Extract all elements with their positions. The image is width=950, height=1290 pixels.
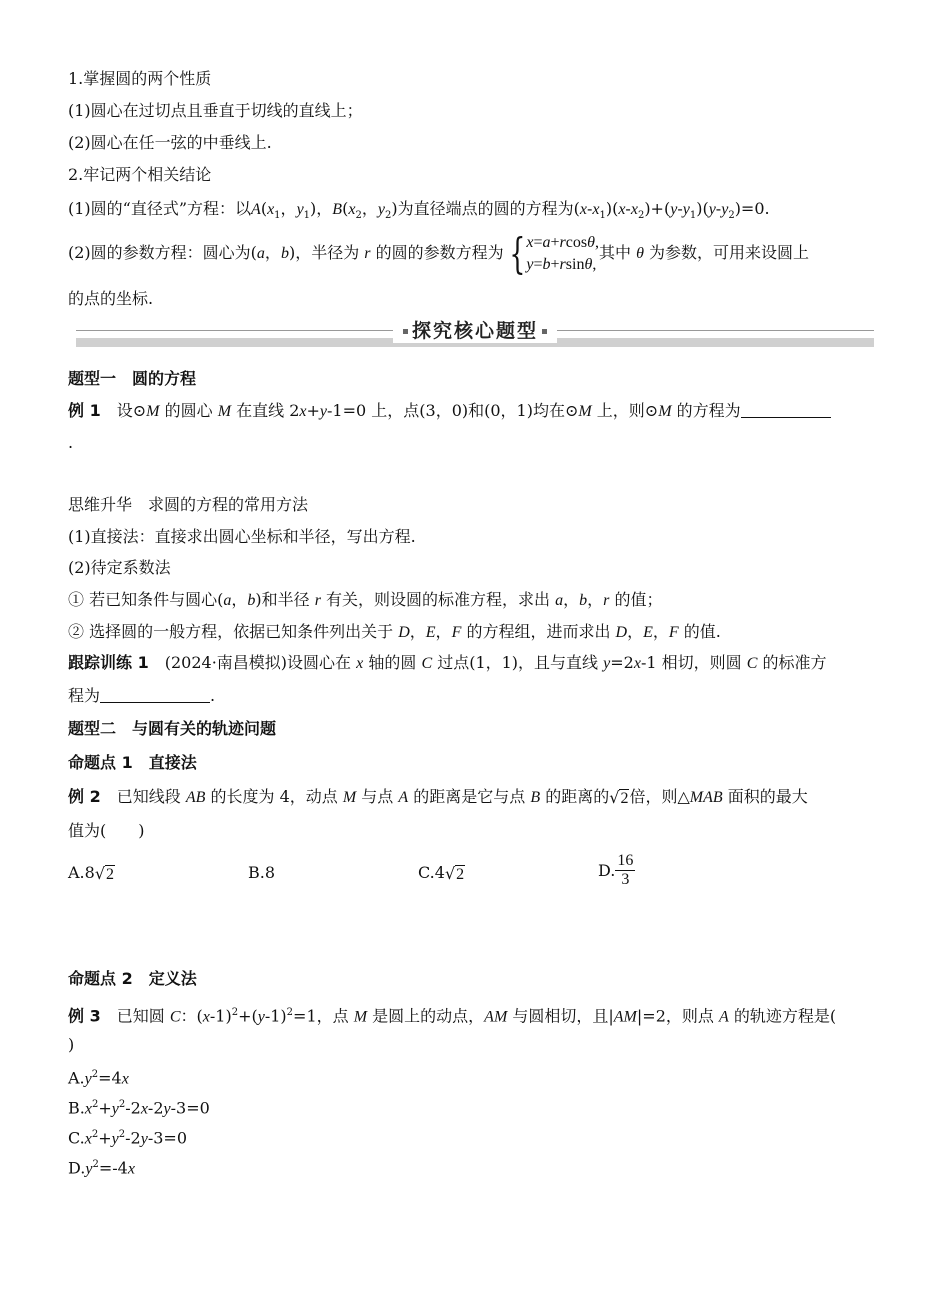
text: C.4 xyxy=(418,863,445,882)
text: B. xyxy=(68,1098,85,1118)
think-item-2: (2)待定系数法 xyxy=(68,558,171,577)
text: 是圆上的动点， xyxy=(372,1006,485,1026)
text: 的标准方 xyxy=(762,653,827,672)
example-label: 例 2 xyxy=(68,787,101,806)
think-item-3: ① 若已知条件与圆心(a，b)和半径 r 有关，则设圆的标准方程，求出 a，b，r 的值； xyxy=(68,590,663,609)
text: 面积的最大 xyxy=(727,787,808,806)
text: 为直径端点的圆的方程为 xyxy=(397,199,574,218)
example-3: 例 3 已知圆 C：$(x-1)^2+(y-1)^2=1$，点 M 是圆上的动点，AM 与圆相切，且|AM|=2，则点 A 的轨迹方程是( xyxy=(68,1006,837,1026)
text: 有关，则设圆的标准方程，求出 xyxy=(326,590,551,609)
type1-heading: 题型一 圆的方程 xyxy=(68,369,197,388)
summary-item-2: (2)圆心在任一弦的中垂线上. xyxy=(68,133,272,152)
text: 的方程为 xyxy=(676,401,741,420)
text: 已知线段 xyxy=(116,787,181,806)
text: 设⊙ xyxy=(116,401,147,420)
think-title: 思维升华 求圆的方程的常用方法 xyxy=(68,495,309,514)
sqrt: √2 xyxy=(94,864,115,883)
text: A.8 xyxy=(68,863,95,882)
text: D. xyxy=(598,860,616,880)
text: 的距离是它与点 xyxy=(413,787,526,806)
option-d3[interactable]: $D.y^2=-4x$ xyxy=(68,1158,135,1178)
example-1: 例 1 设⊙M 的圆心 M 在直线 2x+y-1=0 上，点(3，0)和(0，1)均在⊙M 上，则⊙M 的方程为 xyxy=(68,400,831,423)
summary-item-3: (1)圆的“直径式”方程：以$A(x_1$，$y_1$)，$B(x_2$，$y_2$)为直径端点的圆的方程为$(x-x_1)(x-x_2)+(y-y_1)(y-y_2)=0$. xyxy=(68,199,770,222)
example-label: 例 3 xyxy=(68,1006,101,1026)
text: 与圆相切，且| xyxy=(512,1006,614,1026)
summary-item-1: (1)圆心在过切点且垂直于切线的直线上； xyxy=(68,101,363,120)
text: 过点(1，1)，且与直线 xyxy=(437,653,599,672)
think-item-4: ② 选择圆的一般方程，依据已知条件列出关于 D，E，F 的方程组，进而求出 D，E，F 的值. xyxy=(68,622,721,641)
text: ① 若已知条件与圆心( xyxy=(68,590,224,609)
text: 的值. xyxy=(683,622,721,641)
text: 的距离的 xyxy=(545,787,610,806)
banner-title-text: 探究核心题型 xyxy=(411,320,539,342)
tracking-exercise-1-cont xyxy=(68,685,215,707)
text: |=2，则点 xyxy=(636,1006,714,1026)
text: 的值； xyxy=(614,590,663,609)
parametric-equation: { x=a+rcosθ, y=b+rsinθ, xyxy=(508,228,599,278)
sqrt: √2 xyxy=(444,864,465,883)
text: -1 相切，则圆 xyxy=(640,653,742,672)
text: ：( xyxy=(180,1006,203,1026)
text: 的圆心 xyxy=(164,401,213,420)
text: 已知圆 xyxy=(116,1006,165,1026)
summary-heading-1: 1.掌握圆的两个性质 xyxy=(68,69,212,88)
sqrt: √2 xyxy=(609,788,629,807)
text: 轴的圆 xyxy=(368,653,417,672)
option-b3[interactable]: $B.x^2+y^2-2x-2y-3=0$ xyxy=(68,1098,210,1118)
subpoint-1: 命题点 1 直接法 xyxy=(68,753,197,772)
text: 的轨迹方程是( xyxy=(733,1006,837,1026)
denominator: 3 xyxy=(621,871,630,888)
text: 其中 xyxy=(598,243,631,262)
example-label: 例 1 xyxy=(68,401,101,420)
banner-title xyxy=(393,316,557,343)
section-banner xyxy=(76,314,874,348)
option-b[interactable]: B.8 xyxy=(248,863,276,882)
text: =1，点 xyxy=(293,1006,349,1026)
text: 的圆的参数方程为 xyxy=(375,243,504,262)
option-d[interactable] xyxy=(598,852,635,889)
option-c3[interactable]: $C.x^2+y^2-2y-3=0$ xyxy=(68,1128,188,1148)
think-item-1: (1)直接法：直接求出圆心坐标和半径，写出方程. xyxy=(68,527,416,546)
text: 程为 xyxy=(68,686,101,705)
text: ，半径为 xyxy=(295,243,360,262)
answer-blank[interactable] xyxy=(741,401,831,418)
summary-heading-2: 2.牢记两个相关结论 xyxy=(68,165,212,184)
fraction xyxy=(615,852,635,889)
option-c[interactable] xyxy=(418,862,465,886)
text: 在直线 2 xyxy=(236,401,300,420)
type2-heading: 题型二 与圆有关的轨迹问题 xyxy=(68,719,277,738)
text: A. xyxy=(68,1068,85,1088)
summary-item-5: 的点的坐标. xyxy=(68,289,154,308)
banner-dot-icon xyxy=(542,329,547,334)
example-2-cont: 值为( ) xyxy=(68,821,145,840)
text: (1)圆的“直径式”方程：以 xyxy=(68,199,252,218)
text: 的长度为 4，动点 xyxy=(210,787,338,806)
example-2: 例 2 已知线段 AB 的长度为 4，动点 M 与点 A 的距离是它与点 B 的距离的√2倍，则△MAB 面积的最大 xyxy=(68,786,808,810)
banner-dot-icon xyxy=(403,329,408,334)
text: 为参数，可用来设圆上 xyxy=(649,243,810,262)
text: D. xyxy=(68,1158,86,1178)
summary-item-4: (2)圆的参数方程：圆心为(a，b)，半径为 r 的圆的参数方程为 { x=a+rcosθ, y=b+rsinθ, 其中 θ 为参数，可用来设圆上 xyxy=(68,228,810,278)
subpoint-2: 命题点 2 定义法 xyxy=(68,969,197,988)
example-1-end: . xyxy=(68,433,74,452)
answer-blank[interactable] xyxy=(100,686,210,703)
option-a3[interactable]: $A.y^2=4x$ xyxy=(68,1068,129,1088)
text: )和半径 xyxy=(255,590,310,609)
text: . xyxy=(210,686,216,705)
text: 的方程组，进而求出 xyxy=(466,622,611,641)
text: (2024·南昌模拟)设圆心在 xyxy=(164,653,352,672)
text: ② 选择圆的一般方程，依据已知条件列出关于 xyxy=(68,622,394,641)
text: -1=0 上，点(3，0)和(0，1)均在⊙ xyxy=(327,401,579,420)
tracking-exercise-1: 跟踪训练 1 (2024·南昌模拟)设圆心在 x 轴的圆 C 过点(1，1)，且与直线 y=2x-1 相切，则圆 C 的标准方 xyxy=(68,653,827,672)
text: 与点 xyxy=(361,787,394,806)
example-3-cont: ) xyxy=(68,1035,75,1054)
option-a[interactable] xyxy=(68,862,115,886)
tracking-label: 跟踪训练 1 xyxy=(68,653,149,672)
numerator: 16 xyxy=(617,852,634,869)
text: 上，则⊙ xyxy=(596,401,659,420)
text: 倍，则△ xyxy=(629,787,690,806)
text: (2)圆的参数方程：圆心为 xyxy=(68,243,251,262)
text: C. xyxy=(68,1128,85,1148)
